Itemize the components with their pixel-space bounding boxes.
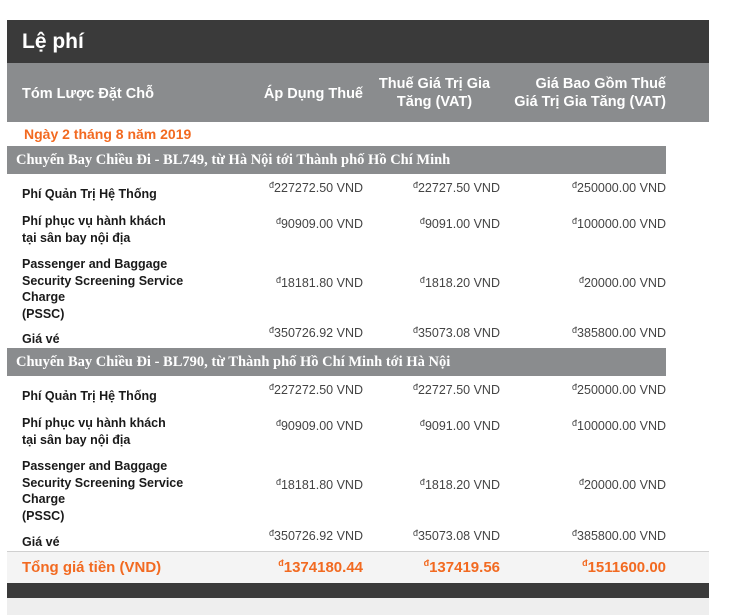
fee-label (22, 186, 157, 203)
amount: 227272.50 VND (274, 383, 363, 397)
amount: 250000.00 VND (577, 383, 666, 397)
amount: 1511600.00 (587, 559, 666, 576)
currency-symbol: đ (572, 216, 578, 226)
currency-symbol: đ (278, 558, 284, 568)
header-incl-line1: Giá Bao Gồm Thuế (535, 76, 666, 92)
amount: 137419.56 (429, 559, 500, 576)
amount: 35073.08 VND (417, 529, 500, 543)
fee-label (22, 331, 60, 348)
fee-label-line: Giá vé (22, 332, 60, 346)
amount: 250000.00 VND (577, 181, 666, 195)
tax-value (269, 326, 363, 340)
currency-symbol: đ (269, 325, 275, 335)
currency-symbol: đ (423, 558, 430, 568)
tax-value (276, 419, 363, 433)
total-value (579, 478, 666, 492)
currency-symbol: đ (572, 418, 578, 428)
vat-value (420, 217, 500, 231)
amount: 9091.00 VND (424, 217, 500, 231)
currency-symbol: đ (412, 382, 418, 392)
bottom-strip (7, 598, 709, 615)
fee-label (22, 388, 157, 405)
title-bar (7, 20, 709, 63)
tax-value (269, 383, 363, 397)
currency-symbol: đ (275, 275, 281, 285)
fee-label (22, 256, 183, 322)
tax-value (276, 478, 363, 492)
totals-tax (278, 559, 363, 576)
vat-value (420, 419, 500, 433)
fee-label-line: Phí phục vụ hành khách (22, 214, 166, 228)
amount: 350726.92 VND (274, 529, 363, 543)
currency-symbol: đ (419, 418, 425, 428)
total-value (572, 217, 666, 231)
fee-label (22, 415, 166, 448)
fee-label (22, 534, 60, 551)
currency-symbol: đ (572, 180, 578, 190)
amount: 20000.00 VND (583, 276, 666, 290)
totals-divider (7, 551, 709, 552)
currency-symbol: đ (275, 216, 281, 226)
fee-label-line: (PSSC) (22, 306, 65, 321)
currency-symbol: đ (572, 382, 578, 392)
fee-label-line: tại sân bay nội địa (22, 432, 131, 447)
total-value (572, 529, 666, 543)
amount: 350726.92 VND (274, 326, 363, 340)
tax-value (276, 276, 363, 290)
page-title: Lệ phí (22, 30, 84, 53)
amount: 1818.20 VND (424, 478, 500, 492)
fee-label-line: Giá vé (22, 535, 60, 549)
currency-symbol: đ (412, 180, 418, 190)
tax-value (276, 217, 363, 231)
fee-label-line: Charge (22, 492, 66, 506)
currency-symbol: đ (275, 418, 281, 428)
vat-value (413, 529, 500, 543)
amount: 20000.00 VND (583, 478, 666, 492)
currency-symbol: đ (412, 528, 418, 538)
fee-label-line: Phí Quản Trị Hệ Thống (22, 389, 157, 403)
fee-label-line: Charge (22, 290, 66, 304)
booking-date: Ngày 2 tháng 8 năm 2019 (24, 126, 192, 142)
amount: 100000.00 VND (577, 217, 666, 231)
amount: 385800.00 VND (577, 529, 666, 543)
amount: 35073.08 VND (417, 326, 500, 340)
amount: 227272.50 VND (274, 181, 363, 195)
amount: 18181.80 VND (280, 276, 363, 290)
total-value (572, 383, 666, 397)
bottom-bar (7, 583, 709, 598)
vat-value (420, 276, 500, 290)
vat-value (420, 478, 500, 492)
total-value (579, 276, 666, 290)
vat-value (413, 181, 500, 195)
amount: 90909.00 VND (280, 419, 363, 433)
currency-symbol: đ (412, 325, 418, 335)
amount: 1818.20 VND (424, 276, 500, 290)
total-value (572, 326, 666, 340)
totals-grand (582, 559, 666, 576)
currency-symbol: đ (269, 528, 275, 538)
tax-value (269, 529, 363, 543)
header-tax-applied: Áp Dụng Thuế (263, 86, 363, 102)
fee-label-line: Security Screening Service (22, 475, 184, 490)
totals-label: Tổng giá tiền (VND) (22, 559, 162, 576)
total-value (572, 181, 666, 195)
currency-symbol: đ (419, 477, 425, 487)
header-incl-line2: Giá Trị Gia Tăng (VAT) (514, 94, 666, 110)
fee-label (22, 458, 183, 524)
amount: 385800.00 VND (577, 326, 666, 340)
flight-1-title: Chuyến Bay Chiều Đi - BL749, từ Hà Nội tới Thành phố Hồ Chí Minh (16, 152, 451, 168)
fee-label (22, 213, 166, 246)
header-vat-line2: Tăng (VAT) (396, 94, 473, 110)
amount: 90909.00 VND (280, 217, 363, 231)
amount: 18181.80 VND (280, 478, 363, 492)
header-vat-line1: Thuế Giá Trị Gia (378, 76, 491, 92)
tax-value (269, 181, 363, 195)
currency-symbol: đ (578, 477, 584, 487)
currency-symbol: đ (269, 382, 275, 392)
amount: 1374180.44 (283, 559, 363, 576)
currency-symbol: đ (419, 216, 425, 226)
amount: 22727.50 VND (417, 383, 500, 397)
fee-label-line: Phí phục vụ hành khách (22, 416, 166, 430)
amount: 22727.50 VND (417, 181, 500, 195)
fee-label-line: tại sân bay nội địa (22, 230, 131, 245)
currency-symbol: đ (572, 528, 578, 538)
flight-2-title: Chuyến Bay Chiều Đi - BL790, từ Thành phố Hồ Chí Minh tới Hà Nội (16, 354, 451, 370)
amount: 9091.00 VND (424, 419, 500, 433)
header-incl-vat (514, 75, 666, 111)
currency-symbol: đ (269, 180, 275, 190)
currency-symbol: đ (419, 275, 425, 285)
fee-label-line: (PSSC) (22, 508, 65, 523)
header-summary: Tóm Lược Đặt Chỗ (22, 86, 154, 102)
vat-value (413, 383, 500, 397)
header-vat (368, 75, 501, 111)
fee-label-line: Passenger and Baggage (22, 257, 168, 271)
amount: 100000.00 VND (577, 419, 666, 433)
currency-symbol: đ (582, 558, 588, 568)
currency-symbol: đ (275, 477, 281, 487)
fee-label-line: Phí Quản Trị Hệ Thống (22, 187, 157, 201)
fee-label-line: Passenger and Baggage (22, 459, 168, 473)
fee-label-line: Security Screening Service (22, 273, 184, 288)
vat-value (413, 326, 500, 340)
currency-symbol: đ (572, 325, 578, 335)
total-value (572, 419, 666, 433)
currency-symbol: đ (578, 275, 584, 285)
totals-vat (424, 559, 500, 576)
